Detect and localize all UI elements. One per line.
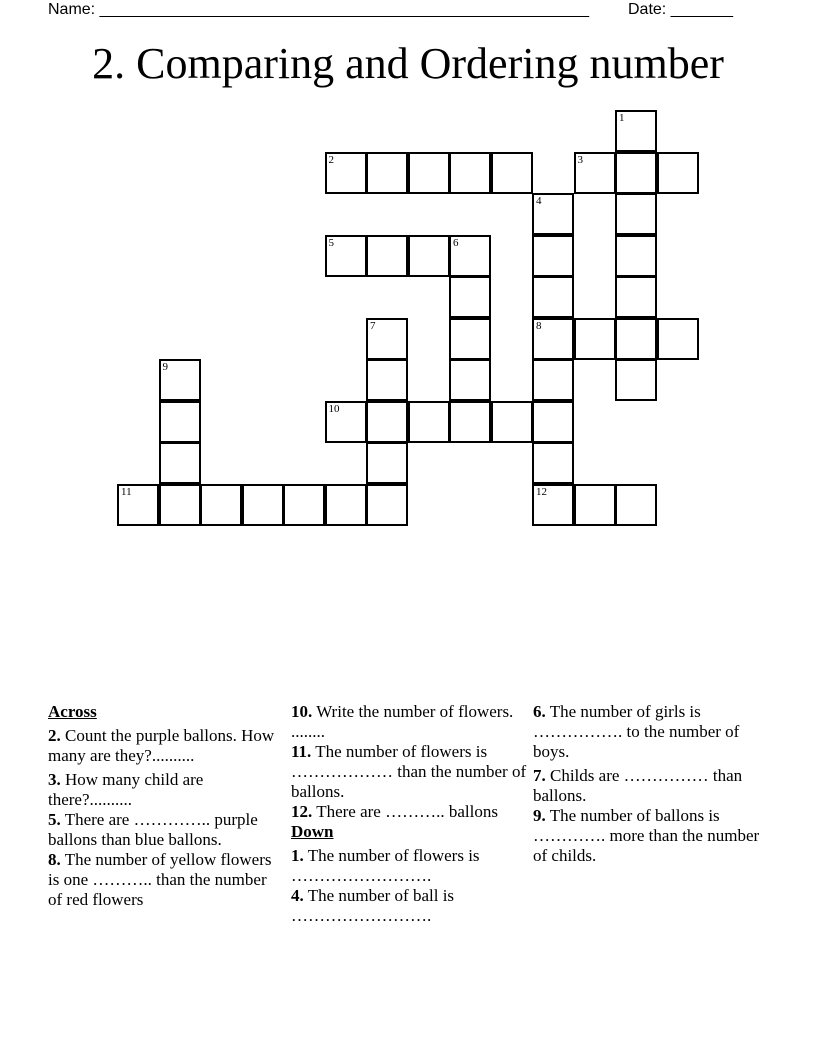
clue-across-12: 12. There are ……….. ballons xyxy=(291,802,498,821)
name-field-line[interactable]: Name: _______________________________________________________ xyxy=(48,1,589,18)
cell-number: 4 xyxy=(536,195,542,207)
crossword-cell[interactable] xyxy=(532,193,574,235)
crossword-cell[interactable] xyxy=(532,276,574,318)
crossword-cell[interactable] xyxy=(615,193,657,235)
clue-down-1: 1. The number of flowers is ……………………. xyxy=(291,846,480,885)
clue-down-4: 4. The number of ball is ……………………. xyxy=(291,886,455,925)
clue-across-2: 2. Count the purple ballons. How many are they?.......... xyxy=(48,726,275,765)
crossword-cell[interactable] xyxy=(532,318,574,360)
clue-across-8: 8. The number of yellow flowers is one ……….. than the number of red flowers xyxy=(48,850,272,909)
crossword-cell[interactable] xyxy=(325,152,367,194)
cell-number: 9 xyxy=(162,361,168,373)
crossword-cell[interactable] xyxy=(491,152,533,194)
crossword-cell[interactable] xyxy=(532,235,574,277)
crossword-cell[interactable] xyxy=(574,484,616,526)
down-heading: Down xyxy=(291,822,334,841)
crossword-cell[interactable] xyxy=(408,152,450,194)
crossword-cell[interactable] xyxy=(366,401,408,443)
cell-number: 5 xyxy=(328,236,334,249)
crossword-cell[interactable] xyxy=(200,484,242,526)
clue-across-11: 11. The number of flowers is ……………… than the number of ballons. xyxy=(291,742,527,801)
worksheet-title: 2. Comparing and Ordering number xyxy=(92,39,724,88)
crossword-cell[interactable] xyxy=(532,359,574,401)
crossword-cell[interactable] xyxy=(325,401,367,443)
crossword-cell[interactable] xyxy=(615,152,657,194)
crossword-cell[interactable] xyxy=(366,152,408,194)
crossword-cell[interactable] xyxy=(325,235,367,277)
crossword-cell[interactable] xyxy=(449,401,491,443)
clue-down-9: 9. The number of ballons is …………. more than the number of childs. xyxy=(533,806,760,865)
cell-number: 12 xyxy=(536,485,547,498)
crossword-cell[interactable] xyxy=(657,318,699,360)
crossword-cell[interactable] xyxy=(615,484,657,526)
crossword-cell[interactable] xyxy=(615,359,657,401)
crossword-cell[interactable] xyxy=(449,359,491,401)
crossword-cell[interactable] xyxy=(532,401,574,443)
clues-column-2 xyxy=(291,702,527,926)
crossword-cell[interactable] xyxy=(366,235,408,277)
crossword-cell[interactable] xyxy=(657,152,699,194)
cell-number: 1 xyxy=(619,112,625,124)
clue-across-5: 5. There are ………….. purple ballons than blue ballons. xyxy=(48,810,258,849)
crossword-cell[interactable] xyxy=(574,152,616,194)
crossword-cell[interactable] xyxy=(159,484,201,526)
cell-number: 3 xyxy=(577,153,583,166)
crossword-cell[interactable] xyxy=(366,484,408,526)
crossword-cell[interactable] xyxy=(449,318,491,360)
cell-number: 6 xyxy=(453,236,459,249)
crossword-cell[interactable] xyxy=(325,484,367,526)
clue-across-10: 10. Write the number of flowers. ........ xyxy=(291,702,514,741)
clues-column-3 xyxy=(533,702,769,866)
crossword-cell[interactable] xyxy=(532,442,574,484)
crossword-cell[interactable] xyxy=(615,318,657,360)
crossword-cell[interactable] xyxy=(491,401,533,443)
crossword-cell[interactable] xyxy=(159,442,201,484)
clues-column-1 xyxy=(48,702,284,910)
cell-number: 10 xyxy=(328,402,340,415)
cell-number: 7 xyxy=(370,319,376,332)
cell-number: 8 xyxy=(536,319,542,332)
crossword-cell[interactable] xyxy=(117,484,159,526)
clue-down-7: 7. Childs are …………… than ballons. xyxy=(533,766,743,805)
crossword-cell[interactable] xyxy=(449,276,491,318)
cell-number: 11 xyxy=(121,485,132,498)
crossword-cell[interactable] xyxy=(366,318,408,360)
crossword-cell[interactable] xyxy=(532,484,574,526)
crossword-cell[interactable] xyxy=(366,442,408,484)
cell-number: 2 xyxy=(328,153,334,166)
crossword-cell[interactable] xyxy=(449,235,491,277)
crossword-cell[interactable] xyxy=(408,401,450,443)
across-heading: Across xyxy=(48,702,97,721)
crossword-cell[interactable] xyxy=(159,401,201,443)
crossword-cell[interactable] xyxy=(615,235,657,277)
date-field-line[interactable]: Date: _______ xyxy=(628,1,733,18)
crossword-cell[interactable] xyxy=(408,235,450,277)
crossword-cell[interactable] xyxy=(574,318,616,360)
crossword-cell[interactable] xyxy=(242,484,284,526)
crossword-cell[interactable] xyxy=(159,359,201,401)
crossword-cell[interactable] xyxy=(366,359,408,401)
clue-down-6: 6. The number of girls is ……………. to the number of boys. xyxy=(533,702,740,761)
clue-across-3: 3. How many child are there?.......... xyxy=(48,770,204,809)
crossword-cell[interactable] xyxy=(283,484,325,526)
crossword-cell[interactable] xyxy=(615,276,657,318)
crossword-cell[interactable] xyxy=(615,110,657,152)
crossword-cell[interactable] xyxy=(449,152,491,194)
